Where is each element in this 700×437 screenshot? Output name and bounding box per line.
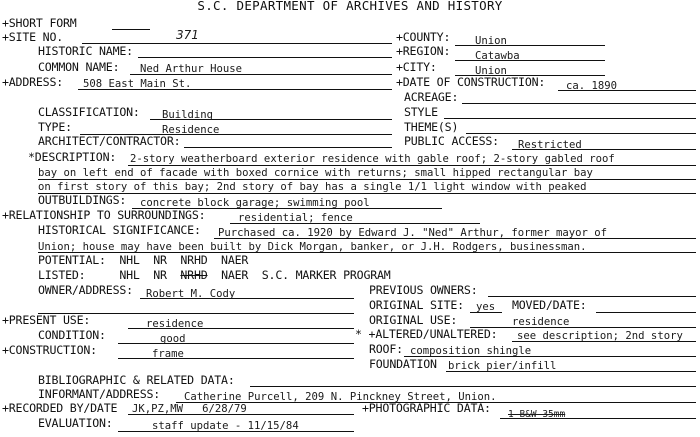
construction-label: +CONSTRUCTION: xyxy=(2,343,97,357)
acreage-label: ACREAGE: xyxy=(404,90,459,104)
city-value: Union xyxy=(475,65,507,77)
historic-name-label: HISTORIC NAME: xyxy=(38,44,133,58)
informant-value: Catherine Purcell, 209 N. Pinckney Street, Union. xyxy=(184,391,497,403)
original-use-line xyxy=(470,327,696,328)
original-site-label: ORIGINAL SITE: xyxy=(369,298,464,312)
address-line xyxy=(78,89,392,90)
bibliographic-label: BIBLIOGRAPHIC & RELATED DATA: xyxy=(38,373,235,387)
altered-line xyxy=(512,341,696,342)
present-use-value: residence xyxy=(146,318,204,330)
listed-nrhd: NRHD xyxy=(180,268,208,282)
historical-significance-label: HISTORICAL SIGNIFICANCE: xyxy=(38,223,201,237)
roof-line xyxy=(404,356,696,357)
roof-label: ROOF: xyxy=(369,342,403,356)
bibliographic-line xyxy=(250,386,696,387)
listed-rest: NAER S.C. MARKER PROGRAM xyxy=(207,268,391,282)
historical-underline-1 xyxy=(214,238,696,239)
date-construction-line xyxy=(558,90,696,91)
type-value: Residence xyxy=(162,124,220,136)
date-construction-value: ca. 1890 xyxy=(566,80,618,92)
description-underline-3 xyxy=(38,193,696,194)
recorded-line xyxy=(128,414,354,415)
potential-label: POTENTIAL: NHL NR NRHD NAER xyxy=(38,253,249,267)
construction-value: frame xyxy=(152,348,184,360)
photographic-label: +PHOTOGRAPHIC DATA: xyxy=(362,401,491,415)
relationship-value: residential; fence xyxy=(238,212,353,224)
condition-label: CONDITION: xyxy=(38,328,106,342)
altered-value: see description; 2nd story xyxy=(517,330,683,342)
roof-value: composition shingle xyxy=(410,345,532,357)
description-line-1: 2-story weatherboard exterior residence with gable roof; 2-story gabled roof xyxy=(130,153,615,165)
public-access-value: Restricted xyxy=(518,139,582,151)
county-label: +COUNTY: xyxy=(396,30,451,44)
moved-date-line xyxy=(596,312,696,313)
photographic-line xyxy=(500,418,696,419)
region-value: Catawba xyxy=(475,50,520,62)
common-name-label: COMMON NAME: xyxy=(38,60,120,74)
condition-value: good xyxy=(160,333,186,345)
owner-line xyxy=(140,298,354,299)
form-title: S.C. DEPARTMENT OF ARCHIVES AND HISTORY xyxy=(197,0,503,13)
short-form-label: +SHORT FORM xyxy=(2,16,77,30)
historic-name-line xyxy=(138,57,392,58)
description-line-3: on first story of this bay; 2nd story of bay has a single 1/1 light window with peaked xyxy=(38,181,587,193)
original-use-label: ORIGINAL USE: xyxy=(369,313,458,327)
previous-owners-line xyxy=(488,296,696,297)
address-value: 508 East Main St. xyxy=(83,78,192,90)
county-line xyxy=(455,45,605,46)
evaluation-line xyxy=(118,431,354,432)
relationship-line xyxy=(230,223,480,224)
original-site-line xyxy=(470,312,502,313)
classification-label: CLASSIFICATION: xyxy=(38,105,140,119)
type-label: TYPE: xyxy=(38,120,72,134)
description-label: *DESCRIPTION: xyxy=(28,150,117,164)
moved-date-label: MOVED/DATE: xyxy=(512,298,587,312)
classification-value: Building xyxy=(162,109,214,121)
city-label: +CITY: xyxy=(396,60,437,74)
acreage-line xyxy=(462,103,696,104)
common-name-value: Ned Arthur House xyxy=(140,63,243,75)
recorded-label: +RECORDED BY/DATE xyxy=(2,401,118,415)
original-site-value: yes xyxy=(476,301,496,313)
outbuildings-label: OUTBUILDINGS: xyxy=(38,193,127,207)
public-access-label: PUBLIC ACCESS: xyxy=(404,134,499,148)
architect-label: ARCHITECT/CONTRACTOR: xyxy=(38,134,181,148)
historical-line-1: Purchased ca. 1920 by Edward J. "Ned" Arthur, former mayor of xyxy=(218,227,608,239)
construction-line xyxy=(118,358,354,359)
present-use-label: +PRESENT USE: xyxy=(2,313,91,327)
site-no-value: 371 xyxy=(176,28,199,42)
address-label: +ADDRESS: xyxy=(2,75,64,89)
evaluation-value: staff update - 11/15/84 xyxy=(152,420,299,432)
foundation-label: FOUNDATION xyxy=(369,357,437,371)
region-line xyxy=(455,60,605,61)
condition-line xyxy=(118,343,354,344)
style-line xyxy=(444,118,696,119)
recorded-value: JK,PZ,MW 6/28/79 xyxy=(132,403,247,415)
public-access-line xyxy=(512,149,696,150)
evaluation-label: EVALUATION: xyxy=(38,416,113,430)
theme-line xyxy=(466,133,696,134)
listed-row xyxy=(38,269,391,282)
foundation-value: brick pier/infill xyxy=(448,360,557,372)
architect-line xyxy=(184,147,392,148)
classification-line xyxy=(150,119,392,120)
photographic-value: 1 B&W 35mm xyxy=(508,409,566,420)
altered-label: * +ALTERED/UNALTERED: xyxy=(355,327,498,341)
present-use-line xyxy=(128,328,354,329)
date-construction-label: +DATE OF CONSTRUCTION: xyxy=(396,75,546,89)
common-name-line xyxy=(130,74,392,75)
previous-owners-label: PREVIOUS OWNERS: xyxy=(369,283,478,297)
region-label: +REGION: xyxy=(396,44,451,58)
relationship-label: +RELATIONSHIP TO SURROUNDINGS: xyxy=(2,208,206,222)
historical-line-2: Union; house may have been built by Dick Morgan, banker, or J.H. Rodgers, businessman. xyxy=(38,241,587,253)
theme-label: THEME(S) xyxy=(404,120,459,134)
site-no-label: +SITE NO. xyxy=(2,30,64,44)
original-use-value: residence xyxy=(512,316,570,328)
description-underline-2 xyxy=(38,179,696,180)
outbuildings-value: concrete block garage; swimming pool xyxy=(140,197,370,209)
owner-value: Robert M. Cody xyxy=(146,288,236,300)
county-value: Union xyxy=(475,35,507,47)
owner-label: OWNER/ADDRESS: xyxy=(38,283,133,297)
style-label: STYLE xyxy=(404,105,438,119)
short-form-line xyxy=(112,29,150,30)
description-underline-1 xyxy=(128,165,696,166)
informant-label: INFORMANT/ADDRESS: xyxy=(38,387,161,401)
listed-label: LISTED: NHL NR xyxy=(38,268,181,282)
foundation-line xyxy=(446,371,696,372)
description-line-2: bay on left end of facade with boxed cornice with returns; small hipped rectangular bay xyxy=(38,167,593,179)
